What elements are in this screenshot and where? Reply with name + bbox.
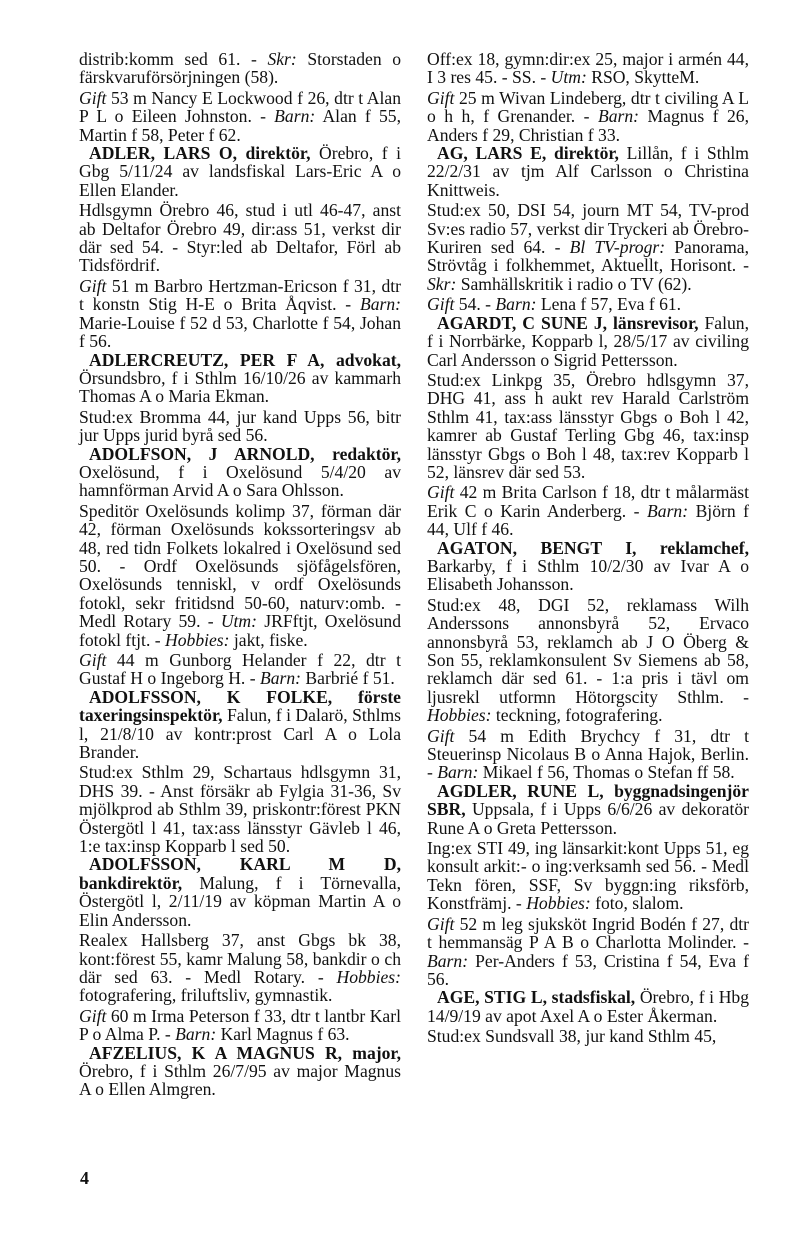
text-run: 42 m Brita Carlson f 18, dtr t målarmäst Erik C o Karin Anderberg. - [427, 482, 749, 521]
text-run: Oxelösund, f i Oxelösund 5/4/20 av hamnförman Arvid A o Sara Ohlsson. [79, 461, 401, 501]
text-run: Stud:ex Sundsvall 38, jur kand Sthlm 45, [427, 1026, 717, 1047]
entry-name: AGATON, BENGT I, [437, 537, 660, 558]
entry-heading-paragraph [79, 351, 401, 406]
text-run: Malung, f i Törnevalla, Östergötl l, 2/11/19 av köpman Martin A o Elin Andersson. [79, 872, 401, 930]
entry-name: förste taxeringsinspektör, [79, 686, 401, 726]
entry-name: ADLER, LARS O, [89, 143, 246, 164]
text-run: Mikael f 56, Thomas o Stefan ff 58. [478, 762, 735, 783]
text-run: Storstaden o färskvaruförsörjningen (58). [79, 49, 401, 88]
field-label: Gift [79, 1005, 107, 1026]
entry-name: reklamchef, [659, 537, 749, 558]
text-run: Uppsala, f i Upps 6/6/26 av dekoratör Rune A o Greta Pettersson. [427, 799, 749, 838]
text-run: Stud:ex 48, DGI 52, reklamass Wilh Anderssons annonsbyrå 52, Ervaco annonsbyrå 53, reklamch ab J O Öberg & Son 55, reklamkonsulent Sv Siemens ab 58, reklamch där sed 61. - 1:a pris i tävl om ljusrekl utformn Hötorgscity Sthlm. - [427, 594, 749, 707]
entry-name: byggnadsingenjör SBR, [427, 780, 749, 820]
text-run: Off:ex 18, gymn:dir:ex 25, major i armén 44, I 3 res 45. - SS. - [427, 49, 749, 88]
entry-heading-paragraph [79, 445, 401, 500]
text-run: Örebro, f i Gbg 5/11/24 av landsfiskal Lars-Eric A o Ellen Elander. [79, 143, 401, 200]
entry-name: stadsfiskal, [551, 987, 636, 1008]
text-run: Örebro, f i Sthlm 26/7/95 av major Magnus A o Ellen Almgren. [79, 1060, 401, 1100]
entry-name: AGE, STIG L, [437, 987, 552, 1008]
text-run: Per-Anders f 53, Cristina f 54, Eva f 56. [427, 950, 749, 989]
entry-name: major, [352, 1042, 401, 1063]
text-run: Barkarby, f i Sthlm 10/2/30 av Ivar A o Elisabeth Johansson. [427, 555, 749, 595]
field-label: Barn: [495, 294, 537, 315]
entry-name: AGDLER, RUNE L, [437, 780, 615, 801]
biography-paragraph [427, 1027, 749, 1045]
text-run: Falun, f i Dalarö, Sthlms l, 21/8/10 av kontr:prost Carl A o Lola Brander. [79, 705, 401, 763]
field-label: Utm: [220, 611, 257, 632]
biography-paragraph [427, 483, 749, 538]
entry-heading-paragraph [79, 1044, 401, 1099]
biography-paragraph [79, 50, 401, 87]
biography-paragraph [427, 915, 749, 989]
biography-paragraph [427, 89, 749, 144]
text-run: Lillån, f i Sthlm 22/2/31 av tjm Alf Carlsson o Christina Knittweis. [427, 143, 749, 200]
text-run: 52 m leg sjuksköt Ingrid Bodén f 27, dtr t hemmansäg P A B o Charlotta Molinder. - [427, 913, 749, 953]
field-label: Gift [427, 294, 455, 315]
biography-paragraph [79, 408, 401, 445]
text-run: Panorama, Strövtåg i folkhemmet, Aktuellt, Horisont. - [427, 237, 749, 276]
field-label: Hobbies: [427, 705, 492, 726]
text-run: Falun, f i Norrbärke, Kopparb l, 28/5/17 av civiling Carl Andersson o Sigrid Pettersson. [427, 312, 749, 370]
entry-name: länsrevisor, [613, 312, 699, 333]
text-run: 25 m Wivan Lindeberg, dtr t civiling A L o h h, f Grenander. - [427, 87, 749, 127]
biography-paragraph [79, 763, 401, 855]
biography-paragraph [79, 201, 401, 275]
biography-paragraph [79, 651, 401, 688]
field-label: Bl TV-progr: [569, 237, 666, 258]
text-run: 53 m Nancy E Lockwood f 26, dtr t Alan P L o Eileen Johnston. - [79, 87, 401, 127]
field-label: Barn: [259, 668, 302, 689]
field-label: Gift [79, 275, 107, 296]
entry-name: ADOLFSSON, KARL M D, [89, 854, 401, 875]
field-label: Barn: [175, 1024, 217, 1045]
text-run: Stud:ex Sthlm 29, Schartaus hdlsgymn 31, DHS 39. - Anst försäkr ab Fylgia 31-36, Sv mjölkprod ab Sthlm 39, priskontr:förest PKN Östergötl l 41, tax:ass länsstyr Gävleb l 46, 1:e tax:insp Kopparb l sed 50. [79, 762, 401, 857]
entry-name: advokat, [335, 349, 401, 370]
text-run: Stud:ex Bromma 44, jur kand Upps 56, bitr jur Upps jurid byrå sed 56. [79, 406, 401, 446]
field-label: Barn: [274, 106, 316, 127]
text-run: Stud:ex Linkpg 35, Örebro hdlsgymn 37, DHG 41, ass h aukt rev Harald Carlström Sthlm 41, tax:ass länsstyr Gbgs o Boh l 42, kamrer ab Gustaf Terling Gbg 46, tax:insp länsstyr Gbgs o Boh l 48, tax:rev Kopparb l 52, länsrev där sed 53. [427, 369, 749, 482]
text-run: 60 m Irma Peterson f 33, dtr t lantbr Karl P o Alma P. - [79, 1005, 401, 1045]
text-run: foto, slalom. [590, 893, 684, 914]
text-run: Karl Magnus f 63. [216, 1024, 350, 1045]
text-run: JRFftjt, Oxelösund fotokl ftjt. - [79, 611, 401, 650]
biography-paragraph [79, 1007, 401, 1044]
text-run: Hdlsgymn Örebro 46, stud i utl 46-47, anst ab Deltafor Örebro 49, dir:ass 51, verkst dir där sed 54. - Styr:led ab Deltafor, Förl ab Tidsfördrif. [79, 200, 401, 276]
text-run: Örsundsbro, f i Sthlm 16/10/26 av kammarh Thomas A o Maria Ekman. [79, 367, 401, 407]
entry-name: ADOLFSON, J ARNOLD, [89, 443, 333, 464]
text-run: Örebro, f i Hbg 14/9/19 av apot Axel A o Ester Åkerman. [427, 987, 750, 1026]
field-label: Hobbies: [526, 893, 591, 914]
field-label: Hobbies: [336, 966, 401, 987]
field-label: Gift [427, 913, 455, 934]
entry-name: ADOLFSSON, K FOLKE, [89, 686, 359, 707]
text-run: 54. - [454, 294, 496, 315]
left-column [79, 50, 401, 1099]
page-number: 4 [80, 1168, 89, 1188]
text-run: Björn f 44, Ulf f 46. [427, 500, 749, 540]
text-run: Marie-Louise f 52 d 53, Charlotte f 54, Johan f 56. [79, 312, 401, 352]
field-label: Gift [427, 87, 455, 108]
biography-paragraph [79, 931, 401, 1005]
text-run: fotografering, friluftsliv, gymnastik. [79, 985, 333, 1006]
entry-name: AG, LARS E, [437, 143, 554, 164]
text-run: RSO, SkytteM. [586, 67, 700, 88]
entry-heading-paragraph [79, 688, 401, 762]
entry-heading-paragraph [427, 539, 749, 594]
entry-heading-paragraph [427, 144, 749, 199]
text-run: Samhällskritik i radio o TV (62). [456, 273, 692, 294]
entry-name: AFZELIUS, K A MAGNUS R, [89, 1042, 353, 1063]
field-label: Barn: [359, 294, 401, 315]
text-run: Magnus f 26, Anders f 29, Christian f 33. [427, 106, 749, 145]
entry-name: redaktör, [332, 443, 401, 464]
field-label: Barn: [427, 950, 469, 971]
biography-paragraph [79, 502, 401, 649]
field-label: Hobbies: [165, 629, 230, 650]
biography-paragraph [427, 596, 749, 725]
field-label: Gift [427, 482, 455, 503]
text-run: Realex Hallsberg 37, anst Gbgs bk 38, kont:förest 55, kamr Malung 58, bankdir o ch där sed 63. - Medl Rotary. - [79, 930, 401, 987]
text-run: distrib:komm sed 61. - [79, 49, 268, 69]
entry-heading-paragraph [79, 144, 401, 199]
biography-paragraph [427, 201, 749, 293]
biography-paragraph [427, 371, 749, 481]
biography-paragraph [79, 277, 401, 351]
text-run: Alan f 55, Martin f 58, Peter f 62. [79, 106, 401, 145]
entry-heading-paragraph [427, 782, 749, 837]
text-run: Ing:ex STI 49, ing länsarkit:kont Upps 51, eg konsult arkit:- o ing:verksamh sed 56. - Medl Tekn fören, SSF, Sv byggn:ing riksförb, Konstfrämj. - [427, 838, 749, 914]
field-label: Gift [79, 87, 107, 108]
entry-name: bankdirektör, [79, 872, 183, 893]
entry-heading-paragraph [427, 988, 749, 1025]
entry-heading-paragraph [79, 855, 401, 929]
field-label: Skr: [267, 49, 297, 69]
text-run: 54 m Edith Brychcy f 31, dtr t Steuerinsp Nicolaus B o Anna Hajok, Berlin. - [427, 725, 749, 783]
right-column [427, 50, 749, 1046]
field-label: Gift [79, 650, 107, 670]
biography-paragraph [79, 89, 401, 144]
text-run: teckning, fotografering. [491, 705, 663, 726]
field-label: Skr: [427, 273, 457, 294]
field-label: Barn: [597, 106, 640, 127]
entry-heading-paragraph [427, 314, 749, 369]
field-label: Barn: [437, 762, 479, 783]
text-run: Barbrié f 51. [301, 668, 395, 689]
entry-name: AGARDT, C SUNE J, [437, 312, 614, 333]
biography-paragraph [427, 839, 749, 913]
biography-paragraph [427, 50, 749, 87]
entry-name: direktör, [553, 143, 619, 164]
field-label: Barn: [647, 500, 689, 521]
biography-paragraph [427, 727, 749, 782]
entry-name: direktör, [245, 143, 311, 164]
text-run: 44 m Gunborg Helander f 22, dtr t Gustaf H o Ingeborg H. - [79, 650, 401, 689]
entry-name: ADLERCREUTZ, PER F A, [89, 349, 336, 370]
text-run: Stud:ex 50, DSI 54, journ MT 54, TV-prod Sv:es radio 57, verkst dir Tryckeri ab Örebro-Kuriren sed 64. - [427, 200, 749, 258]
text-run: Speditör Oxelösunds kolimp 37, förman där 42, förman Oxelösunds kokssorteringsv ab 48, red tidn Folkets lokalred i Oxelösund sed 50. - Ordf Oxelösunds sjöfågelsfören, Oxelösunds tenniskl, v ordf Oxelösunds fotokl, sekr fritidsnd 50-60, naturv:omb. - Medl Rotary 59. - [79, 500, 401, 632]
text-run: Lena f 57, Eva f 61. [536, 294, 682, 315]
biography-paragraph [427, 295, 749, 313]
text-run: 51 m Barbro Hertzman-Ericson f 31, dtr t konstn Stig H-E o Brita Åqvist. - [79, 275, 401, 315]
field-label: Utm: [550, 67, 587, 88]
text-run: jakt, fiske. [229, 629, 308, 650]
field-label: Gift [427, 725, 455, 746]
